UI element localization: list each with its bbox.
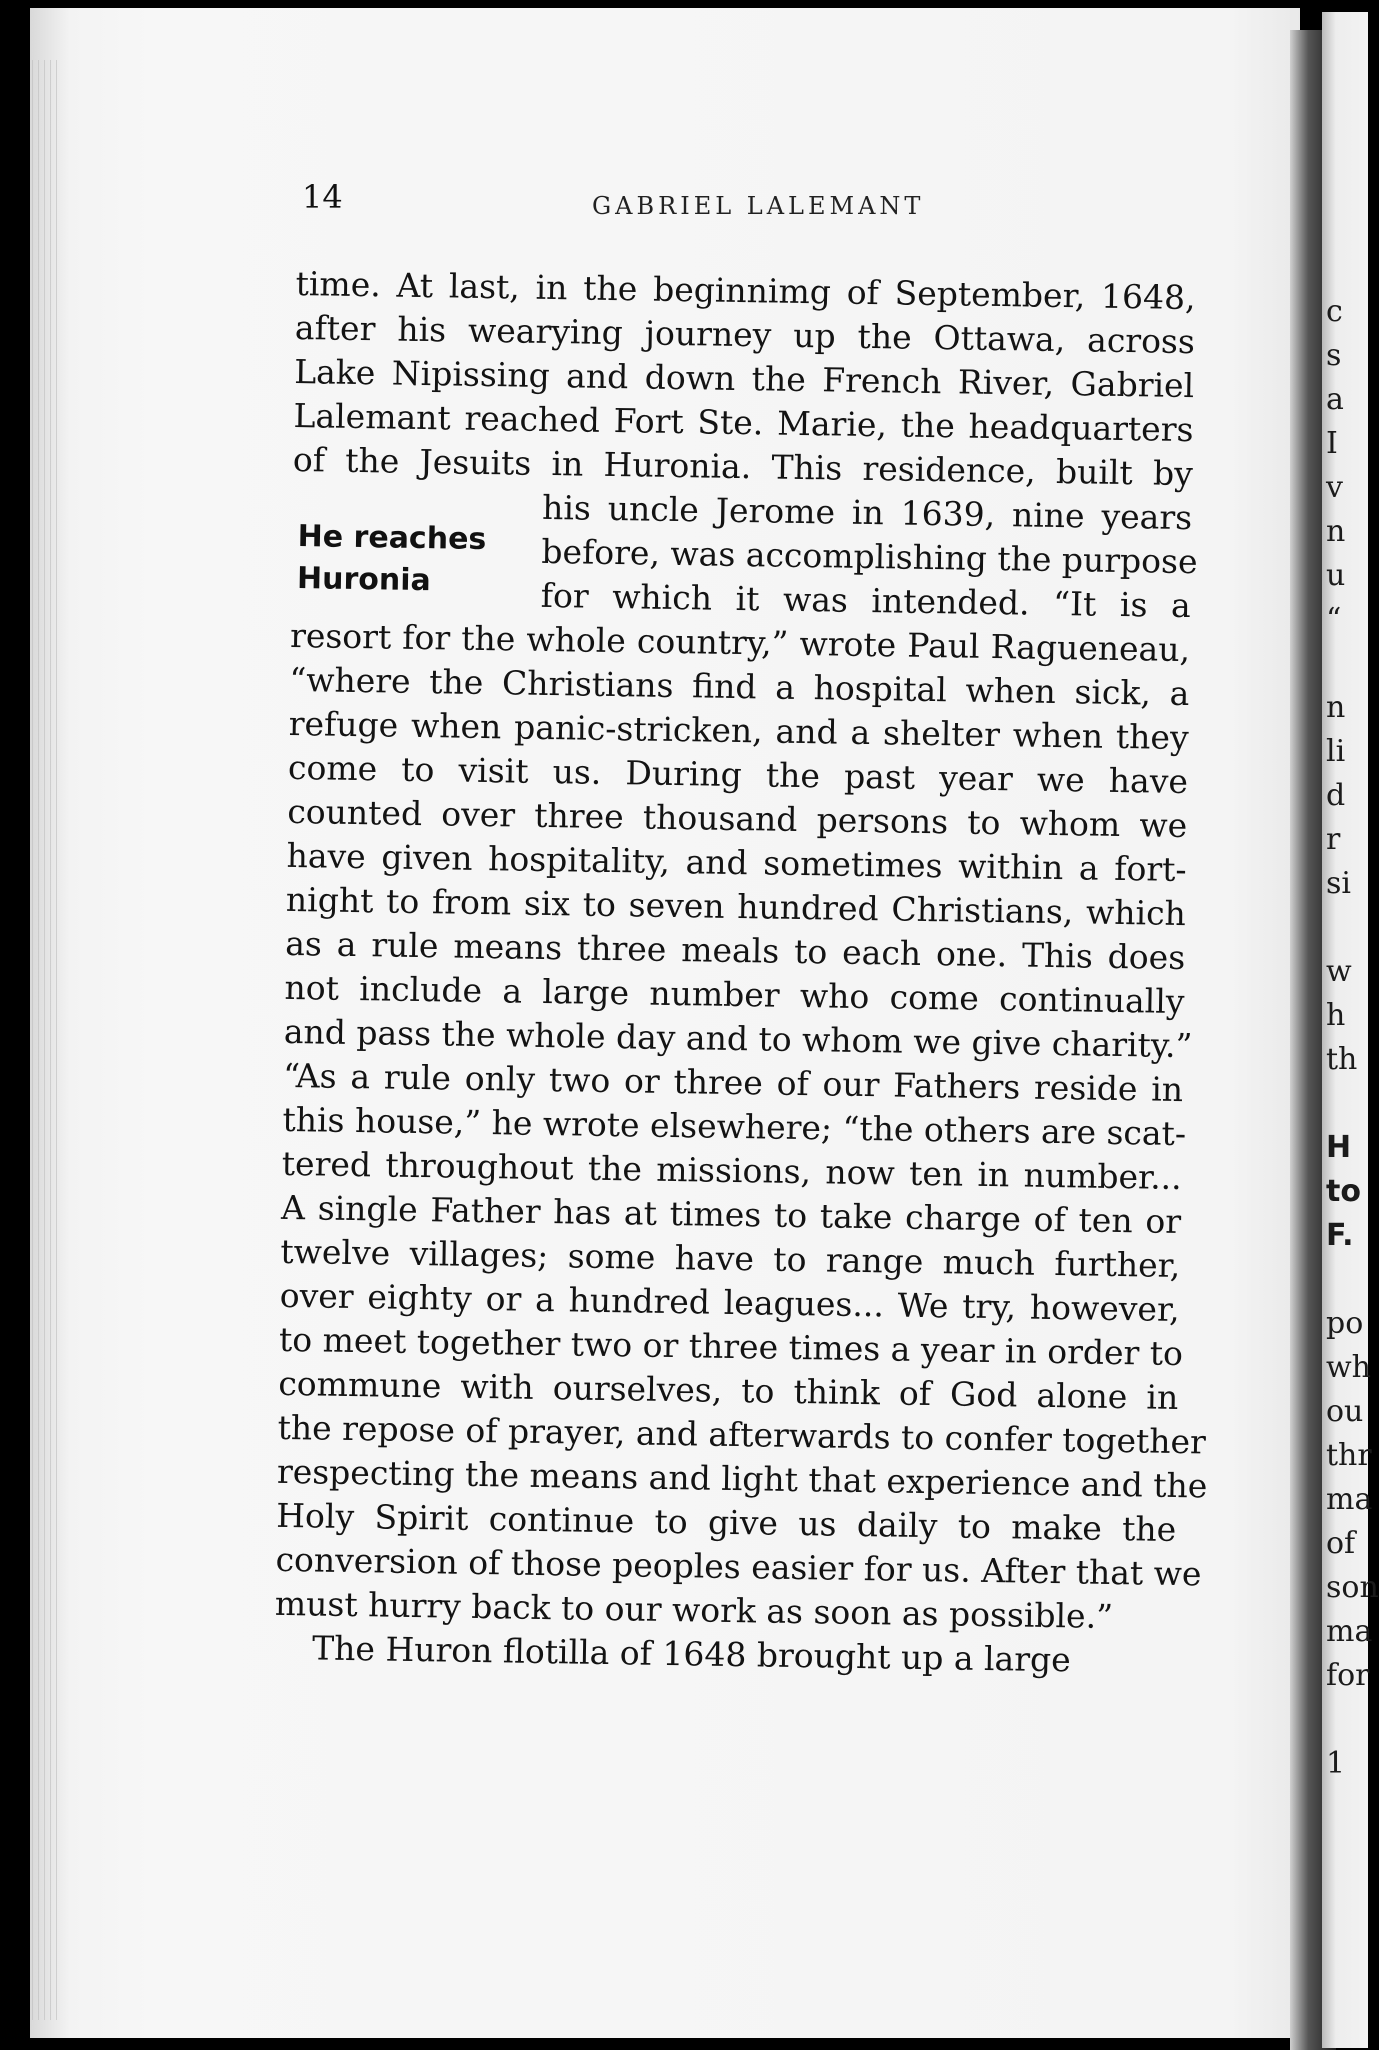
text-line: twelve villages; some have to range much further, [280, 1231, 1181, 1286]
text-line: resort for the whole country,” wrote Paul Ragueneau, [289, 615, 1191, 670]
text-line: conversion of those peoples easier for us. After that we [275, 1539, 1202, 1594]
facing-page-fragment: for [1326, 1658, 1370, 1693]
facing-page-fragment [1326, 1258, 1368, 1302]
facing-page-fragment: n [1326, 690, 1346, 725]
facing-page-fragment: to [1326, 1174, 1361, 1209]
facing-page-fragment: d [1326, 778, 1346, 813]
text-line: this house,” he wrote elsewhere; “the others are scat- [282, 1099, 1187, 1154]
facing-page-fragment: w [1326, 954, 1352, 989]
facing-page-fragment: s [1326, 338, 1342, 373]
text-line: for which it was intended. “It is a [540, 575, 1192, 626]
facing-page-fragment: F. [1326, 1218, 1354, 1253]
text-line: the repose of prayer, and afterwards to confer together [277, 1407, 1207, 1462]
facing-page-fragment: u [1326, 558, 1346, 593]
facing-page-fragment: ou [1326, 1394, 1364, 1429]
margin-note-line: Huronia [296, 561, 432, 599]
page-stack-edges [32, 60, 62, 2020]
facing-page-fragment: of [1326, 1526, 1356, 1561]
margin-note [297, 516, 538, 604]
text-line: after his wearying journey up the Ottawa, across [294, 307, 1196, 362]
text-line: must hurry back to our work as soon as possible.” [274, 1583, 1114, 1636]
text-line: not include a large number who come continually [284, 967, 1185, 1022]
text-line: tered throughout the missions, now ten in number... [281, 1143, 1183, 1198]
facing-page-fragment: li [1326, 734, 1346, 769]
facing-page-fragment: I [1326, 426, 1338, 461]
text-line: “where the Christians find a hospital when sick, a [289, 659, 1190, 714]
facing-page-fragment [1326, 1698, 1368, 1742]
text-line: as a rule means three meals to each one. This does [284, 923, 1186, 978]
facing-page-fragment: son [1326, 1570, 1379, 1605]
text-line: time. At last, in the beginnimg of September, 1648, [295, 263, 1196, 318]
margin-note-line: He reaches [297, 519, 487, 558]
text-line: counted over three thousand persons to whom we [287, 791, 1188, 846]
facing-page-fragment: a [1326, 382, 1344, 417]
facing-page-fragment: r [1326, 822, 1341, 857]
running-head [302, 170, 1222, 230]
text-line: come to visit us. During the past year we have [287, 747, 1189, 802]
text-line: have given hospitality, and sometimes within a fort- [286, 835, 1187, 890]
page-number: 14 [302, 178, 343, 216]
facing-page-text [1326, 290, 1379, 1786]
facing-page-fragment [1326, 642, 1368, 686]
facing-page-fragment: h [1326, 998, 1346, 1033]
facing-page-fragment: ma [1326, 1614, 1373, 1649]
text-line: “As a rule only two or three of our Fathers reside in [282, 1055, 1184, 1110]
text-line: Lake Nipissing and down the French River, Gabriel [293, 351, 1195, 406]
text-line: before, was accomplishing the purpose [541, 531, 1198, 582]
text-line: to meet together two or three times a year in order to [278, 1319, 1184, 1374]
facing-page-fragment: H [1326, 1130, 1352, 1165]
facing-page-fragment: v [1326, 470, 1343, 505]
text-line: commune with ourselves, to think of God alone in [278, 1363, 1179, 1417]
facing-page-fragment [1326, 1082, 1368, 1126]
text-line: of the Jesuits in Huronia. This residence, built by [292, 439, 1194, 494]
facing-page-fragment: thr [1326, 1438, 1372, 1473]
text-line: respecting the means and light that experience and the [276, 1451, 1208, 1506]
text-line: his uncle Jerome in 1639, nine years [541, 487, 1193, 538]
text-line: night to from six to seven hundred Christians, which [285, 879, 1187, 934]
text-line: The Huron flotilla of 1648 brought up a large [311, 1628, 1072, 1680]
facing-page-fragment: wh [1326, 1350, 1371, 1385]
facing-page-fragment: po [1326, 1306, 1364, 1341]
facing-page-fragment: si [1326, 866, 1351, 901]
body-text [274, 262, 1208, 1684]
text-line: Holy Spirit continue to give us daily to make the [276, 1495, 1177, 1549]
text-line: refuge when panic-stricken, and a shelter when they [288, 703, 1189, 758]
text-line: Lalemant reached Fort Ste. Marie, the headquarters [293, 395, 1194, 450]
text-line: and pass the whole day and to whom we give charity.” [283, 1011, 1193, 1066]
facing-page-fragment [1326, 906, 1368, 950]
facing-page-fragment: ma [1326, 1482, 1373, 1517]
running-title: GABRIEL LALEMANT [592, 192, 925, 220]
text-line: over eighty or a hundred leagues... We try, however, [279, 1275, 1180, 1330]
facing-page-fragment: “ [1326, 602, 1342, 637]
facing-page-fragment: 1 [1326, 1746, 1346, 1781]
facing-page-fragment: th [1326, 1042, 1358, 1077]
facing-page-fragment: n [1326, 514, 1346, 549]
text-line: A single Father has at times to take charge of ten or [280, 1187, 1182, 1242]
facing-page-fragment: c [1326, 294, 1343, 329]
